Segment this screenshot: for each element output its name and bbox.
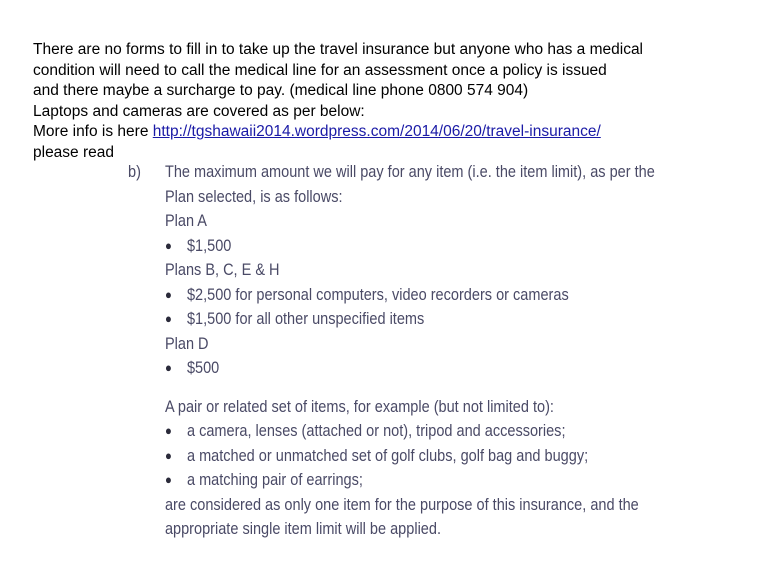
bullet-icon: ●: [164, 447, 172, 463]
bullet-item: [128, 419, 665, 444]
policy-excerpt: [128, 160, 665, 540]
intro-line: please read: [33, 143, 115, 161]
closing-text: appropriate single item limit will be applied.: [164, 520, 441, 538]
clause-heading-row: [128, 160, 665, 185]
more-info-label: More info is here: [33, 123, 153, 140]
bullet-item: [128, 234, 665, 259]
clause-text: The maximum amount we will pay for any item (i.e. the item limit), as per the: [164, 163, 655, 181]
pair-intro: A pair or related set of items, for example (but not limited to):: [164, 397, 554, 416]
bullet-icon: ●: [164, 237, 172, 253]
bullet-text: $1,500 for all other unspecified items: [186, 310, 425, 328]
bullet-text: $2,500 for personal computers, video recorders or cameras: [186, 285, 569, 304]
intro-line: and there maybe a surcharge to pay. (medical line phone 0800 574 904): [33, 82, 529, 99]
bullet-text: a matching pair of earrings;: [186, 471, 363, 489]
closing-text: are considered as only one item for the purpose of this insurance, and the: [164, 495, 639, 514]
more-info-line: [33, 122, 753, 143]
clause-label: b): [128, 163, 141, 181]
bullet-icon: ●: [164, 360, 172, 375]
bullet-item: [128, 283, 665, 308]
intro-line: There are no forms to fill in to take up the travel insurance but anyone who has a medical: [33, 41, 644, 58]
clause-text: Plan selected, is as follows:: [164, 187, 343, 206]
plan-heading: Plans B, C, E & H: [164, 261, 280, 279]
bullet-icon: ●: [164, 286, 172, 302]
spacer: [128, 381, 665, 395]
bullet-icon: ●: [164, 472, 172, 487]
bullet-icon: ●: [164, 423, 172, 438]
bullet-text: a matched or unmatched set of golf clubs, golf bag and buggy;: [186, 446, 589, 465]
travel-insurance-link[interactable]: http://tgshawaii2014.wordpress.com/2014/06/20/travel-insurance/: [152, 123, 601, 140]
plan-heading: Plan A: [164, 212, 207, 230]
intro-text: [33, 40, 753, 163]
bullet-item: [128, 307, 665, 332]
bullet-item: [128, 444, 665, 469]
bullet-text: $500: [186, 359, 220, 377]
intro-line: Laptops and cameras are covered as per below:: [33, 102, 365, 120]
bullet-text: $1,500: [186, 236, 232, 255]
bullet-text: a camera, lenses (attached or not), tripod and accessories;: [186, 422, 566, 440]
intro-line: condition will need to call the medical line for an assessment once a policy is issued: [33, 61, 607, 79]
bullet-icon: ●: [164, 311, 172, 326]
bullet-item: [128, 356, 665, 381]
plan-heading: Plan D: [164, 334, 209, 353]
bullet-item: [128, 468, 665, 493]
